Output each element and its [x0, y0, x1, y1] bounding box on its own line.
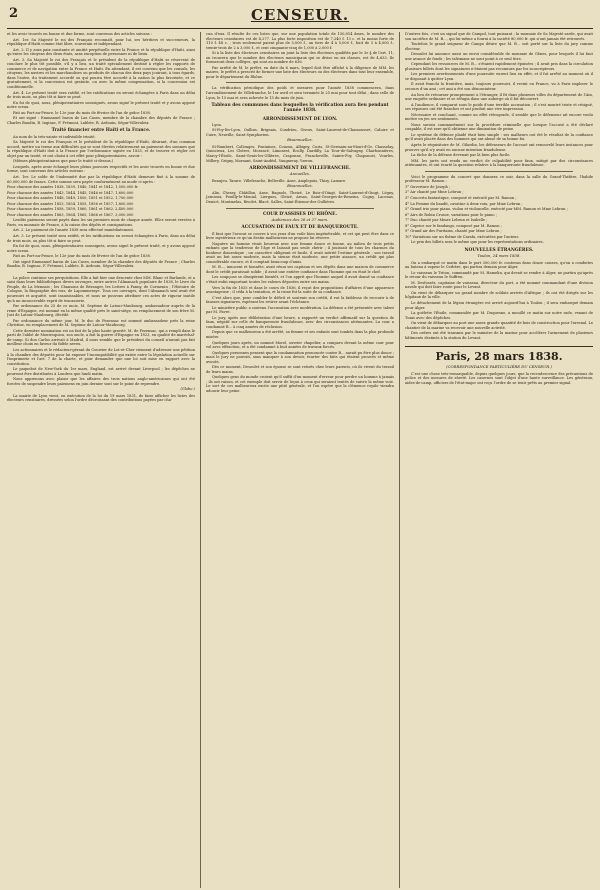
sub-heading: Bisannuelles.: [287, 183, 313, 189]
column-3: [399, 32, 593, 888]
paragraph: MM. les jurés ont rendu un verdict de culpabilité pour faux, mitigé par des circonstances atténuantes, et ont écarté la question relative à la banqueroute frauduleuse.: [405, 158, 593, 168]
paragraph: Depuis que ce malheureux a été arrêté, sa femme et ses enfants sont tombés dans la plus profonde misère.: [206, 330, 394, 340]
paragraph: Alix, Chessy, Châtillon, Anse, Bagnols, Theizé, Le Bois-d'Oingt, Saint-Laurent-d'Oingt, Légny, Jarnioux, Pouilly-le-Monial, Liergues, Gleizé, Arnas, Saint-Georges-de-Reneins, Cogny, Lacenas, Denicé, Montmelas, Rivolet, Blacé, Salles, Saint-Étienne-des-Oullières.: [206, 190, 394, 205]
paragraph: Nécessaire et concluant, comme un effet rétrograde, il semble que le défenseur ait encore voulu mettre en jeu ses sentiments.: [405, 112, 593, 122]
program-item: 5° Grand trio pour piano, violon et violoncelle, exécuté par MM. Ramon et Mme Lebrun ;: [405, 207, 568, 212]
paragraph: Par ordonnance du même jour, M. le duc de Fezensac est nommé ambassadeur près la reine Christine, en remplacement de M. Septime de Latour-Maubourg.: [7, 318, 195, 328]
paragraph: Lesdits paiemens seront payés dans les six premiers mois de chaque année. Elles seront versées à Paris, en monnaie de France, à la caisse des dépôts et consignations.: [7, 218, 195, 227]
paragraph: Il faut que l'avocat se couvre à vos yeux d'un voile bien impénétrable, et cet qui peut être dans ce livre mystérieux ce qu'un destin malheureux ne propose lui réserve.: [206, 231, 394, 241]
paragraph: Art. 3. Le présent traité sera ratifié, et les ratifications en seront échangées à Paris, dans un délai de trois mois, ou plus tôt si faire se peut.: [7, 233, 195, 243]
paragraph: Sa Majesté le roi des Français et le président de la république d'Haïti, désirant, d'un commun accord, mettre un terme aux difficultés qui se sont élevées relativement au paiement des sommes que la république d'Haïti doit à la France par l'ordonnance signée en 1825, et de trouver et régler cet objet par un traité, et ont choisi à cet effet pour plénipotentiaires, savoir :: [7, 140, 195, 158]
paragraph: Fait au Port-au-Prince, le 12e jour du mois de février de l'an de grâce 1838.: [13, 110, 151, 115]
sub-heading: Audiences des 26 et 27 mars.: [271, 216, 329, 222]
paragraph: Beaujeu, Tarare, Villefranche, Belleville, Anse, Amplepuis, Thizy, Lamure.: [212, 178, 347, 183]
program-item: 3° Concerto fantastique, composé et exécuté par M. Ramon ;: [405, 195, 517, 200]
paragraph: St-Foy-lès-Lyon, Oullins, Brignais, Condrieu, Givors, Saint-Laurent-de-Chamousset, Caluire et Cuire, Neuville, Saint-Symphorien.: [206, 128, 394, 137]
paragraph: Après le réquisitoire de M. Gilardin, les défenseurs de l'accusé ont renouvelé leurs instances pour prouver qu'il n'y avait eu aucune intention frauduleuse.: [405, 143, 593, 152]
sub-heading: Toulon, 24 mars 1838.: [477, 253, 521, 259]
paragraph: On a embarqué ce matin dans le port 300,000 fr. contenus dans douze caisses, qu'on a conduites au bateau à vapeur le Cerbère, qui partira demain pour Alger.: [405, 260, 593, 270]
paragraph: Le jury, après une délibération d'une heure, a rapporté un verdict affirmatif sur la question de faux, négatif sur celle de banqueroute frauduleuse, avec des circonstances atténuantes. La cour a condamné B... à cinq années de réclusion.: [206, 315, 394, 329]
payment-row: Pour chacune des années 1858, 1859, 1860, 1861 et 1862, 2,400,000: [7, 207, 134, 212]
paragraph: En foi de quoi, nous, plénipotentiaires soussignés, avons signé le présent traité et y avons apposé notre sceau.: [7, 100, 195, 110]
paragraph: Au lieu de retourner promptement à l'étranger, il fit dans plusieurs villes du département de l'Ain, une enquête ordinaire et se réfugia dans une auberge où il fut découvert.: [405, 92, 593, 102]
paragraph: La police continue ses perquisitions. Elle a fait hier une descente chez MM. Blanc et Barlande, et a saisi dans leurs bibliothèques divers ouvrages, entre autres l'Almanach populaire de 1838, le Livre du Peuple, de La Mennais ; les Chansons de Béranger, les Lettres à Fanny, de Cormenin ; l'Histoire de Cologne, la Biographie des rois, de Lapommeraye. Tous ces ouvrages, dont l'Almanach seul avait été poursuivi et acquitté, sont insaisissables, et nous ne pouvons attribuer ces actes de rigueur inutile qu'à un inconcevable esprit de tracasserie.: [7, 275, 195, 303]
paragraph: Art. 2. Il y aura paix constante et amitié perpétuelle entre la France et la république d'Haïti, ainsi qu'entre les citoyens des deux états, sans exception de personnes ni de lieux.: [7, 47, 195, 57]
dateline-heading: Paris, 28 mars 1838.: [405, 346, 593, 363]
section-heading: COUR D'ASSISES DU RHÔNE.: [262, 211, 338, 217]
paragraph: Quelques gens du monde croient qu'il suffit d'un moment d'erreur pour perdre un homme à jamais ; ils ont raison, et cet exemple doit servir de leçon à ceux qui seraient tentés de suivre la même voie. Le sort de ces malheureux excite une pitié générale, et l'on espère que la clémence royale viendra adoucir leur peine.: [206, 375, 394, 394]
paragraph: Les actionnaires et le rédacteur-gérant du Courrier de Lot-et-Cher viennent d'adresser une pétition à la chambre des députés pour lui exposer l'incompatibilité qui existe entre la législation actuelle sur l'imprimerie et l'art. 7 de la charte, et pour demander que une loi soit mise en rapport avec la constitution.: [7, 348, 195, 366]
masthead: [7, 4, 593, 29]
section-heading: NOUVELLES ÉTRANGÈRES.: [464, 247, 534, 253]
paragraph: On vient de débarquer au port une assez grande quantité de bois de construction pour l'arsenal. Le chantier de la marine va recevoir une nouvelle activité.: [405, 321, 593, 330]
divider: [226, 208, 374, 209]
paragraph: Le ministère public a soutenu l'accusation avec modération. La défense a été présentée avec talent par M. Favre.: [206, 305, 394, 315]
paragraph: Quelques personnes pensent que la condamnation prononcée contre B... aurait pu être plus douce ; mais le jury ne pouvait, sans manquer à son devoir, écarter des faits qui étaient prouvés et même avoués.: [206, 350, 394, 364]
program-item: 4° La Femme du bandit, cavatine à deux voix, par Mme Lebrun ;: [405, 201, 523, 206]
paragraph: Les premiers avertissements d'une poursuite eurent lieu en effet, et il fut arrêté au moment où il se disposait à quitter Lyon.: [405, 72, 593, 81]
paragraph: Si à la liste des électeurs censitaires on joint la liste des électeurs qualifiés par le 3e § de l'art. 11, on trouvera que le nombre des électeurs municipaux qui se divise en six classes, est de 4,633. Ils formeront deux colléges, qui sont au nombre de 636.: [206, 51, 394, 65]
paragraph: Art. 4. Le présent traité sera ratifié, et les ratifications en seront échangées à Paris dans un délai de trois mois, ou plus tôt si faire se peut.: [7, 90, 195, 100]
signatories: Ont signé Emmanuel baron de Las Cases, membre de la chambre des députés de France ; Charles Baudin, B. Inginac, F. Frémont, Labbée, B. Ardouin, Ségur-Villevaleix.: [7, 259, 195, 269]
paragraph: Toutefois le grand seigneur de Campo désire que M. B... soit porté sur la liste du jury comme électeur.: [405, 42, 593, 51]
paragraph: Desoulet lui annonce aussi un envoi considérable de monnaie de Gênes, pour lesquels il lui faut une avance de fonds ; les talismans ne sont point à ce seul titre.: [405, 52, 593, 61]
paragraph: Cependant les ressources de M. B... s'étaient rapidement épuisées ; il avait pris dans la circulation plusieurs billets dont les signatures n'étaient pas reconnues par les souscripteurs.: [405, 62, 593, 71]
paragraph: Le vaisseau le Triton, commandé par M. Hamelin, qui devait se rendre à Alger, ne partira qu'après le retour du vaisseau le Suffren.: [405, 270, 593, 280]
payment-row: Pour chacune des années 1843, 1844, 1845, 1846 et 1847, 1,600,000: [7, 190, 134, 195]
paragraph: La goélette l'Étoile, commandée par M. Duquesne, a mouillé ce matin sur notre rade, venant de Tunis avec des dépêches.: [405, 311, 593, 320]
sub-heading: (CORRESPONDANCE PARTICULIÈRE DU CENSEUR.): [446, 364, 552, 370]
newspaper-title: CENSEUR.: [250, 6, 350, 24]
paragraph: Les soupçons se dissipèrent bientôt, et l'on apprit que l'homme auquel il avait donné sa confiance s'était enfui emportant toutes les valeurs déposées entre ses mains.: [206, 275, 394, 284]
section-heading: ARRONDISSEMENT DE VILLEFRANCHE.: [249, 166, 351, 172]
paragraph: Au nom de la très-sainte et indivisible trinité.: [13, 134, 96, 139]
payment-row: Pour chacune des années 1848, 1849, 1850, 1851 et 1852, 1,700,000: [7, 196, 134, 201]
paragraph: On vient de débarquer un grand nombre de soldats arrivés d'Afrique ; ils ont été dirigés sur les hôpitaux de la ville.: [405, 290, 593, 300]
program-item: 1° Ouverture de Joseph ;: [405, 184, 451, 189]
paragraph: La tâche de la défense devenait par là bien plus facile.: [411, 153, 511, 158]
paragraph: La mairie de Lyon vient, en exécution de la loi du 19 mars 1831, de faire afficher les listes des électeurs censitaires, dressées selon l'ordre décroissant des contributions payées par cha-: [7, 393, 195, 403]
paragraph: Le détachement de la légion étrangère est arrivé aujourd'hui à Toulon ; il sera embarqué demain pour Alger.: [405, 301, 593, 310]
paragraph: La vérification périodique des poids et mesures pour l'année 1838 commencera, dans l'arrondissement de Villefranche, le 1er avril et sera terminée le 25 mai pour tout délai ; dans celle de Lyon, le 15 mai et sera achevée le 15 du mois de juin.: [206, 86, 394, 100]
section-heading: Tableau des communes dans lesquelles la vérification aura lieu pendant l'année 1838.: [211, 103, 389, 114]
paragraph: Dès ce moment, Desoulet et son épouse se sont retirés chez leurs parents, où ils vivent du travail de leurs mains.: [206, 365, 394, 374]
signatories: Et ont signé : Emmanuel baron de Las Cases, membre de la chambre des députés de France ; Charles Baudin, B. Inginac, F. Frémont, Labbée, B. Ardouin, Ségur-Villevaleix.: [7, 116, 195, 125]
paragraph: C'est alors que, pour combler le déficit et soutenir son crédit, il eut la faiblesse de recourir à de fausses signatures, espérant les retirer avant l'échéance.: [206, 295, 394, 305]
sub-heading: Bisannuelles.: [287, 137, 313, 143]
column-2: [200, 32, 394, 888]
paragraph: Art. 1er. Sa Majesté le roi des Français reconnaît, pour lui, ses héritiers et successeurs, la république d'Haïti comme état libre, souverain et indépendant.: [7, 37, 195, 47]
paragraph: Lyon.: [212, 122, 222, 127]
paragraph: Voici le programme du concert que donnera ce soir, dans la salle du Grand-Théâtre, l'habile professeur M. Ramon :: [405, 174, 593, 184]
paragraph: cun d'eux. Il résulte de ces listes que, sur une population totale de 150,814 âmes, le nombre des électeurs censitaires est de 4,277. La plus forte imposition est de 7,240 f. 13 c. et la moins forte de 110 f. 48 c. ; trois seulement paient plus de 5,000 f., un tiers de 4 à 5,000 f., huit de 3 à 4,000 f., trente-trois de 2 à 3,000 f., et cent cinquante-cinq de 1,000 à 2,000 f.: [206, 32, 394, 50]
paragraph: Vers la fin de 1835 et dans le cours de 1836, il reçut des propositions d'affaires d'une apparence avantageuse ; il céda à la tentation, et la ruine fut la suite de sa confiance.: [206, 285, 394, 295]
program-item: 7° Duo chanté par Mmes Lebrun et Isabelle ;: [405, 218, 488, 223]
divider: [425, 171, 573, 172]
paragraph: Art. 3. Sa Majesté le roi des Français et le président de la république d'Haïti se réservent de conclure le plus tôt possible, s'il y a lieu, un traité spécialement destiné à régler les rapports de commerce et de navigation entre la France et Haïti. En attendant, il est convenu que les consuls, les citoyens, les navires et les marchandises ou produits de chacun des deux pays jouiront, à tous égards, dans l'autre, du traitement accordé ou qui pourra être accordé à la nation la plus favorisée, et ce gratuitement, si la concession est gratuite, ou avec la même compensation, si la concession est conditionnelle.: [7, 57, 195, 90]
paragraph: et les avoir trouvés en bonne et due forme, sont convenus des articles suivans :: [7, 32, 152, 36]
paragraph: Nous savons communément sur la procédure criminelle que lorsque l'accusé a été déclaré coupable, il est rare qu'il obtienne une diminution de peine.: [405, 122, 593, 132]
paragraph: M. B..., innocent et honnête, avait réuni ses capitaux et ses dépôts dans une maison de commerce dont le crédit paraissait solide ; il avait une entière confiance dans l'homme qui en était le chef.: [206, 265, 394, 274]
divider: [226, 82, 374, 83]
program-item: 6° Airs de Robin Crusoe, variations pour le piano ;: [405, 212, 497, 217]
section-heading: Traité financier entre Haïti et la France.: [51, 128, 151, 134]
payment-row: Pour chacune des années 1838, 1839, 1840, 1841 et 1842, 1,500,000 fr.: [7, 185, 139, 190]
section-heading: ACCUSATION DE FAUX ET DE BANQUEROUTE.: [241, 225, 359, 231]
paragraph: Fait au Port-au-Prince, le 12e jour du mois de février de l'an de grâce 1838.: [13, 254, 151, 259]
payment-row: Pour chacune des années 1853, 1854, 1855, 1856 et 1857, 1,800,000: [7, 201, 134, 206]
source-credit: (Globe.): [180, 387, 195, 392]
program-item: 10° Variations sur un thème de Carafa, exécutées par l'auteur.: [405, 234, 519, 239]
program-item: 8° Caprice sur le fandango, composé par M. Ramon ;: [405, 223, 502, 228]
paragraph: Naguère un homme vivait heureux avec une femme douce et bonne, au milieu de trois petits enfants que la tendresse de l'âge et laissait pas seule chérir ; il jouissait de tous les charmes du bonheur domestique ; un caractère obligeant et facile, il avait mérité l'estime générale ; son travail avait un but assez modeste, mais la sienne était modeste, une petite aisance, un crédit qui plus considérable encore, et il comptait beaucoup d'amis.: [206, 241, 394, 264]
paragraph: Nous apprenons avec plaisir que les affaires des trois nations anglo-américaines qui ont été forcées de suspendre leurs paiemens en juin dernier sont sur le point de reprendre.: [7, 377, 195, 386]
program-item: 9° Grand air des Puritains, chanté par Mme Lebrun ;: [405, 229, 502, 234]
paragraph: En foi de quoi, nous, plénipotentiaires soussignés, avons signé le présent traité, et y avons apposé notre sceau.: [7, 244, 195, 253]
paragraph: (Mêmes plénipotentiaires que pour le traité ci-dessus.): [13, 159, 114, 164]
paragraph: Par ordonnance du 25 de ce mois, M. Septime de Latour-Maubourg, ambassadeur auprès de la reine d'Espagne, est nommé en la même qualité près le saint-siège, en remplacement de son frère M. Just de Latour-Maubourg, décédé.: [7, 304, 195, 318]
section-heading: ARRONDISSEMENT DE LYON.: [262, 116, 338, 122]
paragraph: Cette dernière nomination est un fait de la plus haute gravité. M. de Fezensac, qui a rempli dans le parti de l'abbé de Montesquiou, son oncle, a fait la guerre d'Espagne en 1823, en qualité de maréchal-de-camp. Si don Carlos arrivait à Madrid, il nous semble que le président du conseil n'aurait pas fait meilleur choix en faveur du fidèle neveu.: [7, 328, 195, 347]
paragraph: Le prix des billets sera le même que pour les représentations ordinaires.: [411, 240, 544, 245]
paragraph: Lesquels, après avoir échangé leurs pleins pouvoirs respectifs et les avoir trouvés en bonne et due forme, sont convenus des articles suivans :: [7, 164, 195, 174]
paragraph: Art. 2. Le paiement de l'année 1838 sera effectué immédiatement.: [13, 228, 135, 233]
payment-row: Pour chacune des années 1863, 1864, 1865, 1866 et 1867, 3,000,000: [7, 212, 134, 217]
paragraph: A l'audience, il comparut sous le poids d'une terrible accusation ; il s'est montré triste et résigné, ses réponses ont été franches et ont produit une vive impression.: [405, 102, 593, 112]
sub-heading: Annuelles.: [289, 171, 311, 177]
paragraph: Par arrêté de M. le préfet, en date du 6 mars, lequel doit être affiché à la diligence de MM. les maires, le préfet a prescrit de former une liste des électeurs ou des électeurs dans tout leur ensemble, pour le département du Rhône.: [206, 65, 394, 79]
paragraph: Art. 1er. Le solde de l'indemnité due par la république d'Haïti demeure fixé à la somme de 60,000,000 de francs. Cette somme sera payée conformément au mode ci-après :: [7, 174, 195, 184]
paragraph: Le paquebot de New-York du 1er mars, England, est arrivé devant Liverpool ; les dépêches ne pourront être distribuées à Londres que lundi matin.: [7, 367, 195, 376]
column-1: [7, 32, 195, 888]
program-item: 2° Air chanté par Mme Lebrun ;: [405, 190, 464, 195]
paragraph: St-Rambert, Collonges, Fontaines, Couzon, Albigny, Curis, St-Germain-au-Mont-d'Or, Chasselay, Quincieux, Les Chères, Morancé, Limonest, Écully, Dardilly, La Tour-de-Salvagny, Charbonnières, Marcy-l'Étoile, Saint-Genis-les-Ollières, Craponne, Francheville, Sainte-Foy, Chaponost, Vourles, Millery, Grigny, Mornant, Saint-Andéol, Vaugneray, Yzeron.: [206, 144, 394, 163]
paragraph: Le système de défense plaidé était bien simple : ses malheurs ont été le résultat de la confiance qu'il avait placée dans des hommes qui ont abusé de sa bonne foi.: [405, 132, 593, 142]
paragraph: Des ordres ont été transmis par le ministre de la marine pour accélérer l'armement de plusieurs bâtiments destinés à la station du Levant.: [405, 331, 593, 340]
paragraph: Il avait franchi la frontière, mais, toujours poursuivi, il revint en France, vu à Paris implorer le secours d'un ami ; cet ami a été son dénonciateur.: [405, 82, 593, 92]
paragraph: C'est une chose très-remarquable, depuis quelques jours, que la recrudescence des précautions de police et des mesures de sûreté. Les casernes sont l'objet d'une haute surveillance. Les généraux, aides-de-camp, officiers de l'état-major ont reçu l'ordre de se tenir prêts au premier signal.: [405, 371, 593, 386]
divider: [27, 272, 175, 273]
columns: [7, 32, 593, 888]
paragraph: D'autres fois, c'est un signal que de Campol, tout puissant ; la monnaie de Sa Majesté sarde, qui avait son sacrifice de M. B..., qui lui-même a fourni à la société 80,000 fr. qui n'ont jamais été retrouvés.: [405, 32, 593, 41]
paragraph: Quelques jours après, un nommé Morel, ouvrier chapelier, a comparu devant la même cour pour vol avec effraction, et a été condamné à huit années de travaux forcés.: [206, 340, 394, 350]
page-number: 2: [9, 6, 19, 21]
paragraph: M. Desfossés, capitaine de vaisseau, directeur du port, a été nommé commandant d'une division navale qui doit faire route pour le Levant.: [405, 280, 593, 290]
